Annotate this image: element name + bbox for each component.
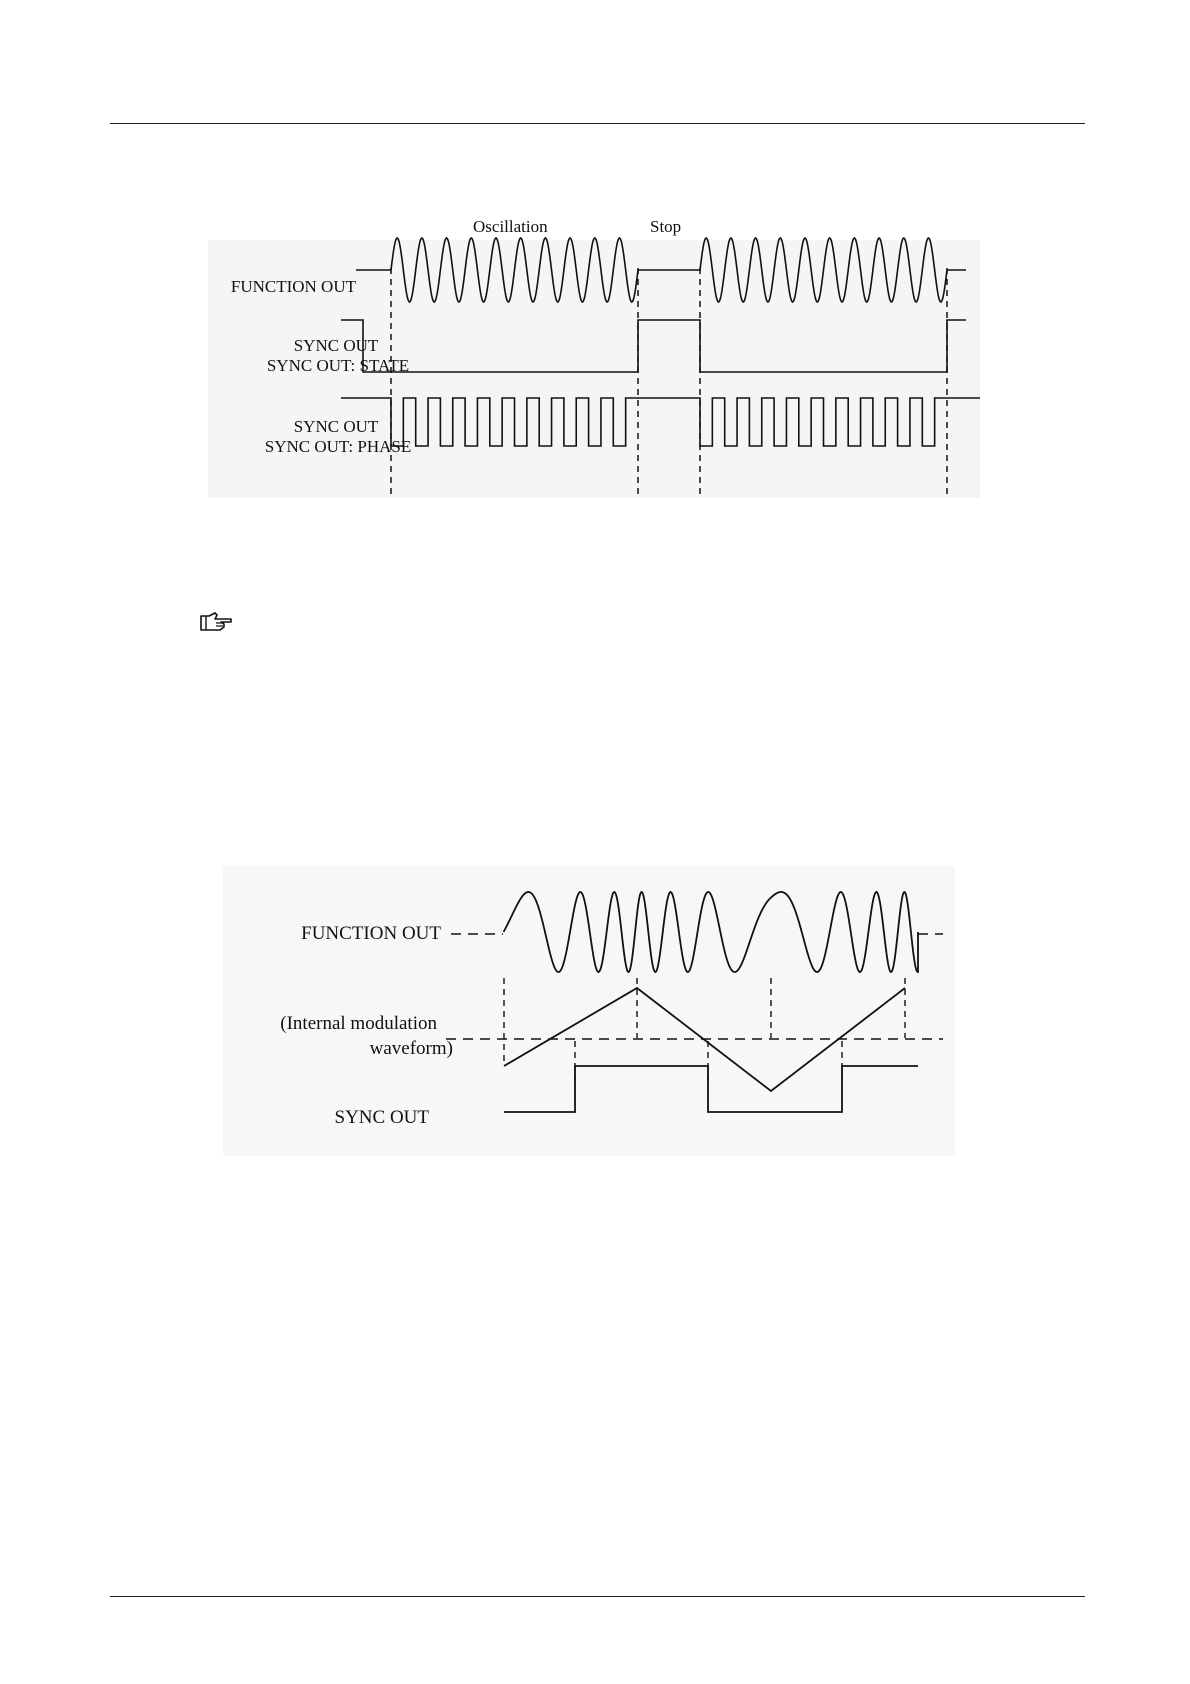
sync-out-state-label: SYNC OUT: STATE: [266, 356, 410, 375]
burst-timing-diagram: [208, 217, 980, 498]
function-out-label-2: FUNCTION OUT: [301, 923, 441, 944]
pointing-hand-icon: [200, 610, 232, 632]
stop-label: Stop: [650, 217, 682, 236]
sync-out-label-phase: SYNC OUT: [293, 417, 379, 436]
sync-out-square: [504, 1066, 918, 1112]
sync-out-phase-label: SYNC OUT: PHASE: [264, 437, 412, 456]
sweep-timing-diagram: [223, 866, 955, 1156]
waveform-label: waveform): [369, 1038, 453, 1059]
boundary-dashed-lines: [391, 268, 947, 498]
sweep-timing-figure: [223, 866, 955, 1156]
sweep-waveform: [504, 892, 918, 972]
header-rule: [110, 123, 1085, 124]
sync-out-label-state: SYNC OUT: [293, 336, 379, 355]
internal-modulation-label: (Internal modulation: [280, 1013, 437, 1034]
sync-out-label-2: SYNC OUT: [334, 1107, 429, 1128]
function-out-label: FUNCTION OUT: [230, 277, 356, 296]
oscillation-label: Oscillation: [473, 217, 548, 236]
footer-rule: [110, 1596, 1085, 1597]
function-out-waveform: [356, 238, 966, 302]
sync-state-waveform: [341, 320, 966, 372]
burst-timing-figure: [208, 217, 980, 498]
sync-phase-waveform: [341, 398, 980, 446]
